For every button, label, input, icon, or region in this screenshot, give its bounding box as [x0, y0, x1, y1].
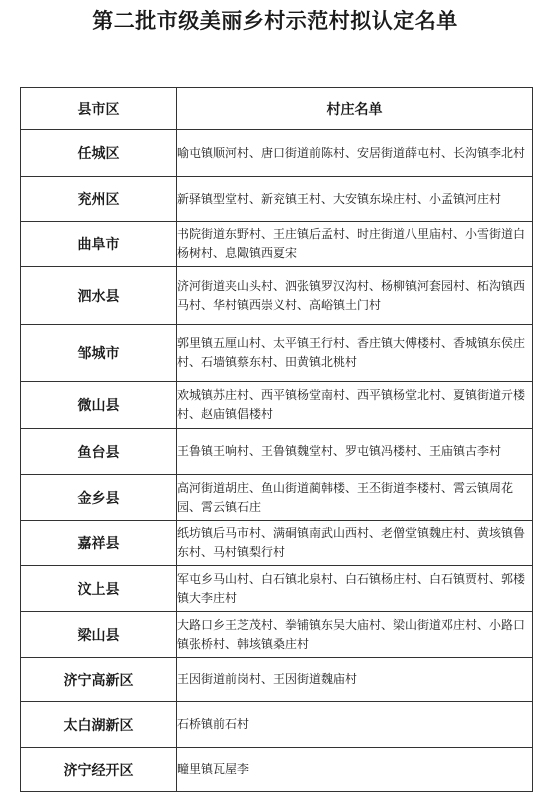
villages-cell: 新驿镇型堂村、新兖镇王村、大安镇东垛庄村、小孟镇河庄村 — [177, 177, 533, 222]
county-cell: 嘉祥县 — [21, 521, 177, 566]
header-villages: 村庄名单 — [177, 88, 533, 130]
header-county: 县市区 — [21, 88, 177, 130]
county-cell: 济宁经开区 — [21, 748, 177, 792]
county-cell: 泗水县 — [21, 267, 177, 325]
villages-cell: 大路口乡王芝茂村、拳铺镇东吴大庙村、梁山街道邓庄村、小路口镇张桥村、韩垓镇桑庄村 — [177, 612, 533, 658]
table-row — [21, 222, 533, 267]
villages-cell: 纸坊镇后马市村、满硐镇南武山西村、老僧堂镇魏庄村、黄垓镇鲁东村、马村镇梨行村 — [177, 521, 533, 566]
table-row — [21, 267, 533, 325]
county-cell: 任城区 — [21, 130, 177, 177]
villages-cell: 石桥镇前石村 — [177, 702, 533, 748]
county-cell: 兖州区 — [21, 177, 177, 222]
village-list-table — [20, 87, 533, 792]
county-cell: 汶上县 — [21, 566, 177, 612]
county-cell: 曲阜市 — [21, 222, 177, 267]
table-row — [21, 475, 533, 521]
table-row — [21, 702, 533, 748]
villages-cell: 王因街道前岗村、王因街道魏庙村 — [177, 658, 533, 702]
table-row — [21, 658, 533, 702]
table-row — [21, 521, 533, 566]
table-row — [21, 429, 533, 475]
table-row — [21, 382, 533, 429]
table-row — [21, 612, 533, 658]
county-cell: 金乡县 — [21, 475, 177, 521]
villages-cell: 军屯乡马山村、白石镇北泉村、白石镇杨庄村、白石镇贾村、郭楼镇大李庄村 — [177, 566, 533, 612]
villages-cell: 济河街道夹山头村、泗张镇罗汉沟村、杨柳镇河套园村、柘沟镇西马村、华村镇西崇义村、高峪镇土门村 — [177, 267, 533, 325]
county-cell: 济宁高新区 — [21, 658, 177, 702]
county-cell: 邹城市 — [21, 325, 177, 382]
villages-cell: 书院街道东野村、王庄镇后孟村、时庄街道八里庙村、小雪街道白杨树村、息陬镇西夏宋 — [177, 222, 533, 267]
table-row — [21, 130, 533, 177]
villages-cell: 疃里镇瓦屋李 — [177, 748, 533, 792]
villages-cell: 喻屯镇顺河村、唐口街道前陈村、安居街道薛屯村、长沟镇李北村 — [177, 130, 533, 177]
table-header-row — [21, 88, 533, 130]
table-row — [21, 748, 533, 792]
villages-cell: 王鲁镇王响村、王鲁镇魏堂村、罗屯镇冯楼村、王庙镇古李村 — [177, 429, 533, 475]
county-cell: 微山县 — [21, 382, 177, 429]
table-row — [21, 325, 533, 382]
table-row — [21, 566, 533, 612]
villages-cell: 高河街道胡庄、鱼山街道蔺韩楼、王丕街道李楼村、霄云镇周花园、霄云镇石庄 — [177, 475, 533, 521]
county-cell: 梁山县 — [21, 612, 177, 658]
county-cell: 鱼台县 — [21, 429, 177, 475]
villages-cell: 郭里镇五厘山村、太平镇王行村、香庄镇大傅楼村、香城镇东侯庄村、石墙镇蔡东村、田黄镇北桃村 — [177, 325, 533, 382]
table-row — [21, 177, 533, 222]
county-cell: 太白湖新区 — [21, 702, 177, 748]
page-title: 第二批市级美丽乡村示范村拟认定名单 — [92, 9, 458, 33]
villages-cell: 欢城镇苏庄村、西平镇杨堂南村、西平镇杨堂北村、夏镇街道亓楼村、赵庙镇倡楼村 — [177, 382, 533, 429]
